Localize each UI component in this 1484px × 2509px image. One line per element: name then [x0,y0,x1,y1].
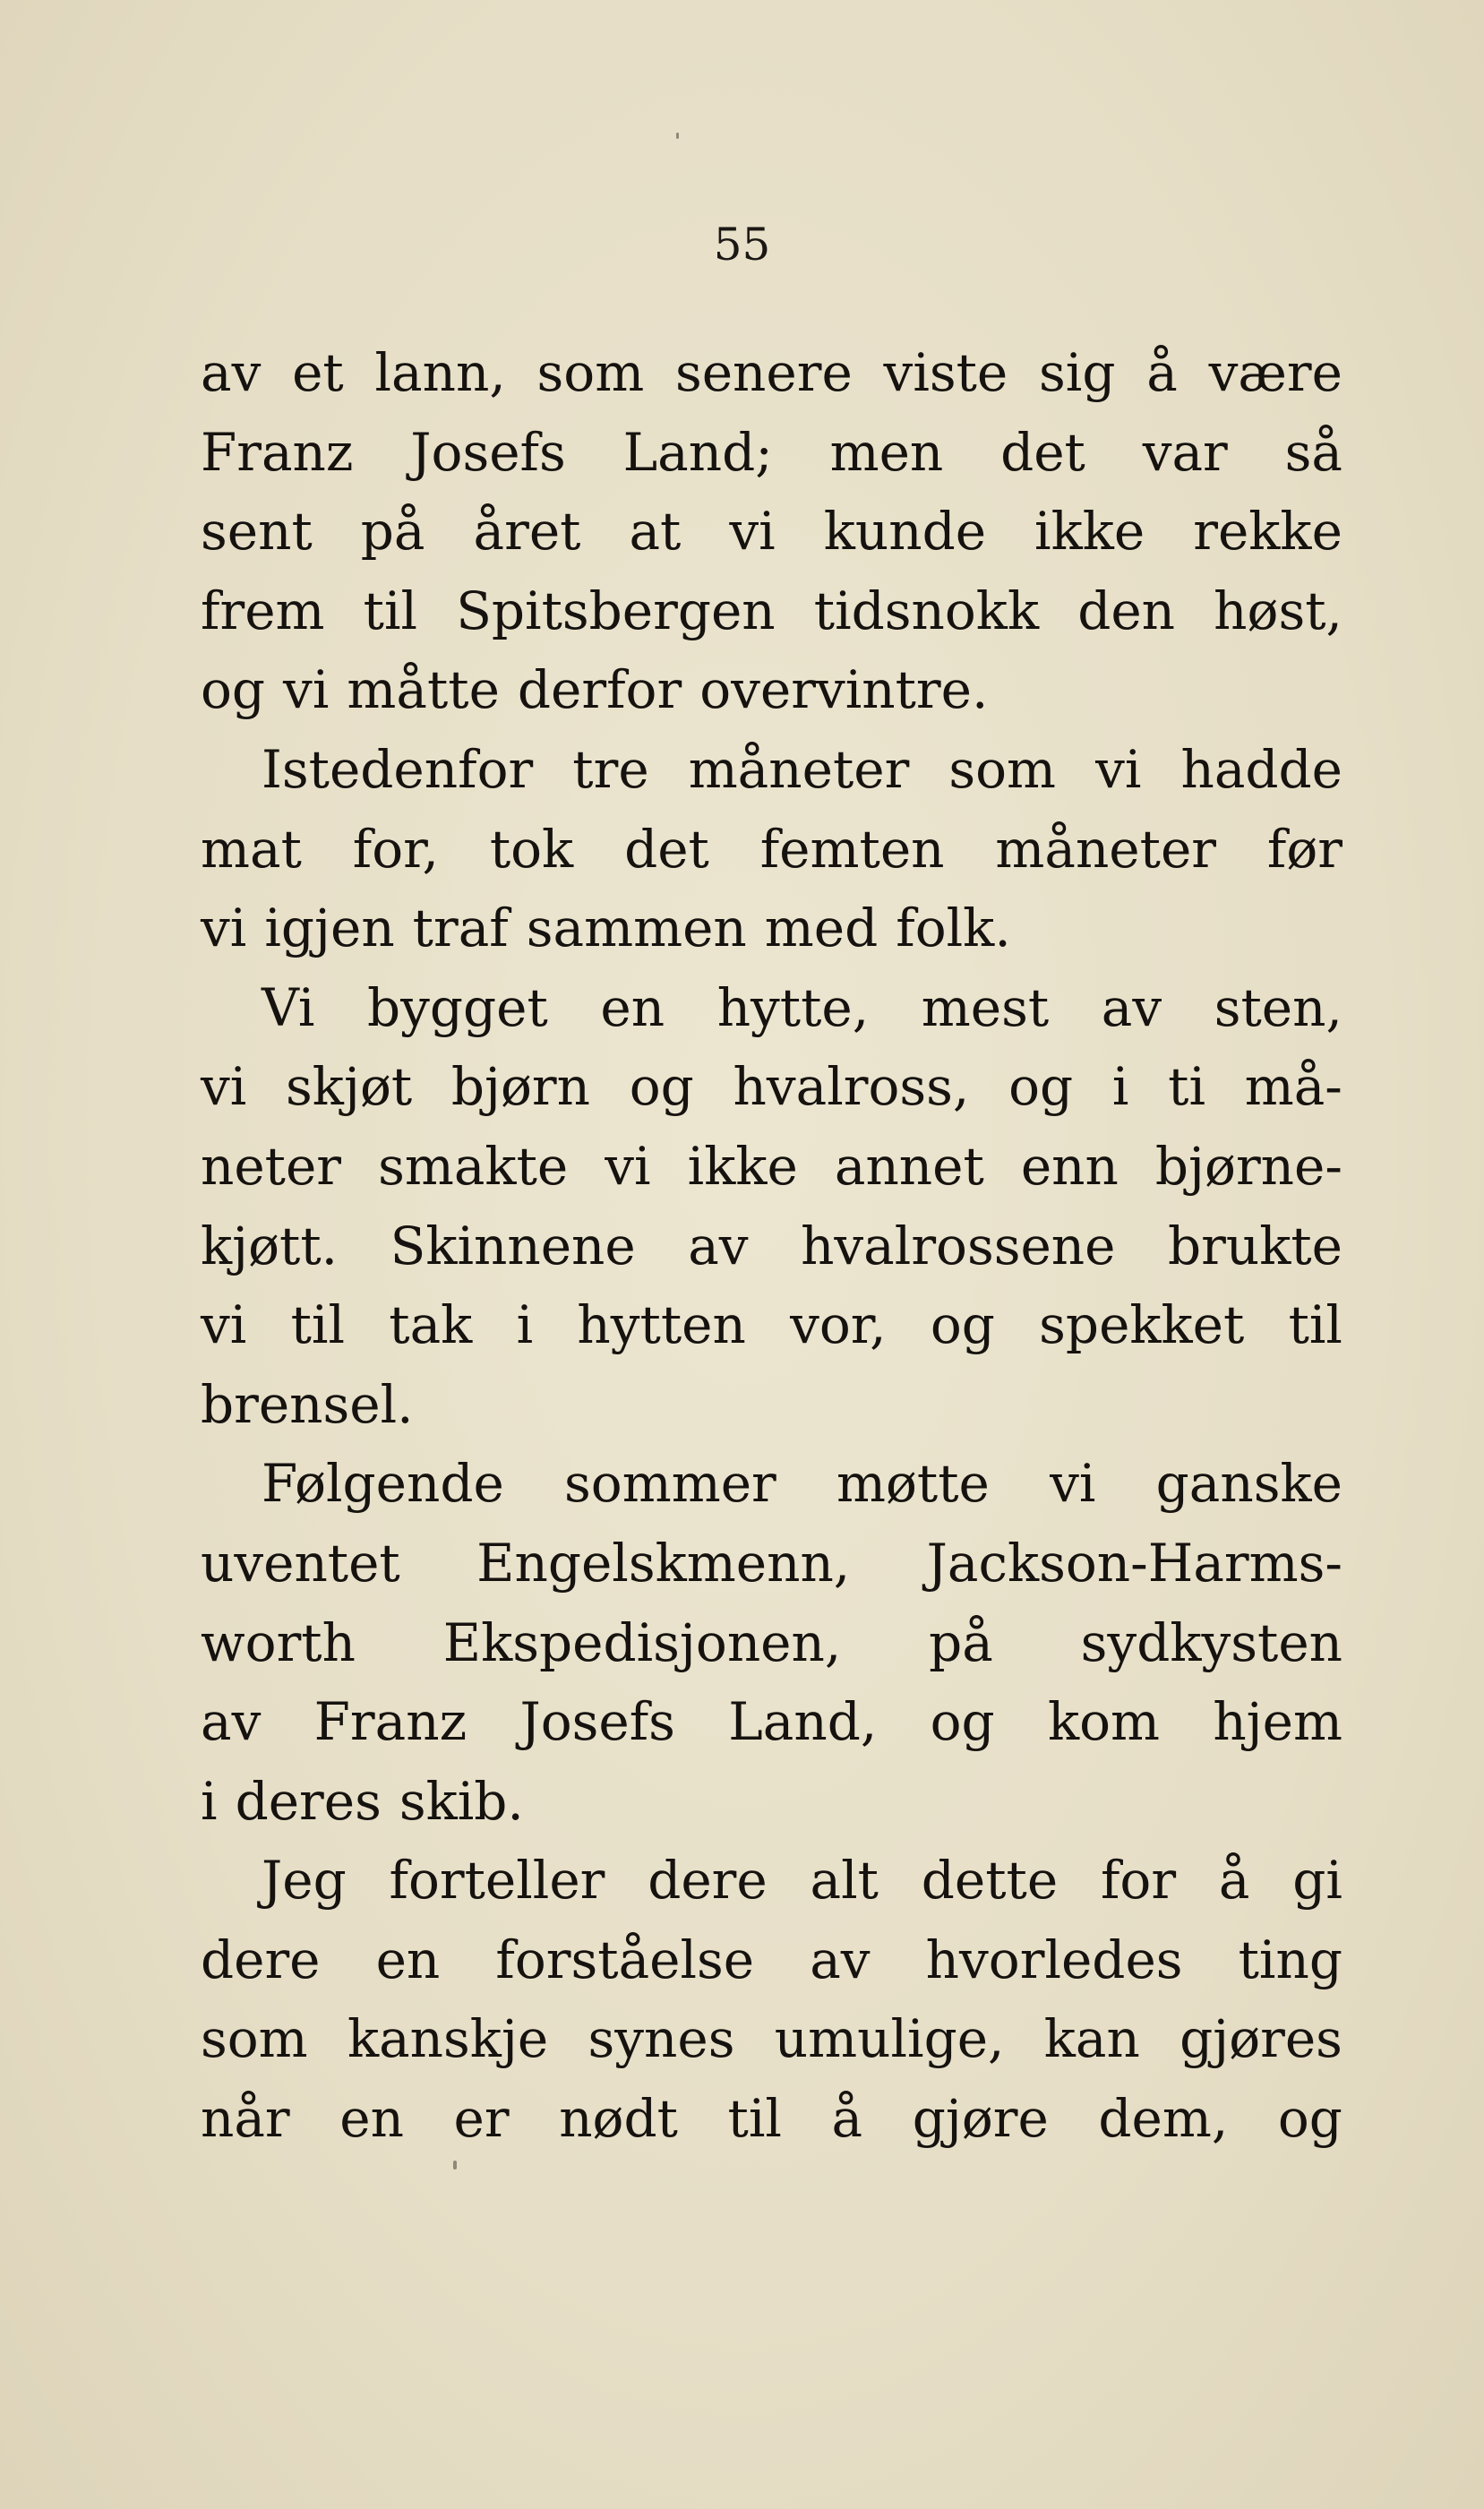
text-line [201,571,1342,651]
word: vi [605,1135,651,1197]
word: Josefs [519,1691,675,1753]
word: tak [389,1294,473,1356]
word: overvintre. [699,659,989,721]
word: bjørne- [1154,1135,1342,1197]
word: og [1277,2088,1342,2150]
word: er [453,2088,510,2150]
word: for, [352,818,439,880]
word: dere [648,1850,768,1912]
word: bjørn [450,1056,591,1118]
word: brensel. [201,1373,414,1435]
word: kunde [823,501,987,563]
word: i [1111,1056,1129,1118]
word: Jeg [262,1850,347,1912]
word: Engelskmenn, [476,1532,851,1594]
word: neter [201,1135,342,1197]
word: med [764,898,879,959]
word: gjøres [1179,2008,1342,2070]
word: hjem [1213,1691,1342,1753]
word: som [948,738,1057,800]
word: å [1146,342,1178,403]
word: må- [1244,1056,1342,1118]
word: i [201,1770,218,1832]
word: lann, [374,342,506,403]
text-line [201,492,1342,571]
word: hvalrossene [801,1215,1116,1276]
word: Istedenfor [262,738,534,800]
word: frem [201,580,325,641]
word: og [201,659,266,721]
word: en [339,2088,404,2150]
word: å [1218,1850,1250,1912]
word: møtte [836,1453,990,1515]
text-line [201,1762,1342,1842]
word: vi [1050,1453,1096,1515]
word: hytten [577,1294,746,1356]
text-line [201,650,1342,730]
body-text [201,333,1342,2159]
word: og [629,1056,694,1118]
word: uventet [201,1532,400,1594]
word: Vi [262,976,315,1038]
word: sig [1039,342,1116,403]
word: hvalross, [733,1056,970,1118]
word: viste [883,342,1008,403]
paper-speck [676,133,679,139]
word: vi [283,659,330,721]
word: et [292,342,344,403]
text-line [201,2079,1342,2159]
word: vi [201,898,247,959]
word: måtte [347,659,500,721]
text-line [201,1920,1342,2000]
word: så [1284,421,1342,483]
word: kjøtt. [201,1215,339,1276]
word: enn [1020,1135,1119,1197]
word: tidsnokk [813,580,1040,641]
word: igjen [264,898,395,959]
word: det [1000,421,1085,483]
word: folk. [896,898,1011,959]
text-line [201,1207,1342,1286]
text-line [201,1047,1342,1127]
word: som [201,2008,308,2070]
text-line [201,413,1342,493]
page-number: 55 [713,219,771,271]
word: senere [674,342,853,403]
word: derfor [517,659,682,721]
word: høst, [1214,580,1342,641]
word: rekke [1193,501,1342,563]
word: Franz [201,421,354,483]
text-line [201,1999,1342,2079]
word: kan [1043,2008,1140,2070]
word: hadde [1180,738,1342,800]
word: worth [201,1611,356,1673]
word: Land; [622,421,773,483]
word: men [829,421,944,483]
word: av [1101,976,1162,1038]
word: Jackson-Harms- [926,1532,1342,1594]
word: til [727,2088,782,2150]
word: det [624,818,709,880]
word: på [929,1611,993,1673]
word: og [1008,1056,1074,1118]
word: ti [1168,1056,1205,1118]
word: dem, [1098,2088,1229,2150]
word: sent [201,501,313,563]
word: hvorledes [925,1929,1183,1990]
word: Ekspedisjonen, [442,1611,842,1673]
word: forståelse [495,1929,755,1990]
text-line [201,1285,1342,1365]
word: Spitsbergen [456,580,776,641]
word: måneter [995,818,1216,880]
word: til [290,1294,346,1356]
word: kom [1047,1691,1161,1753]
word: før [1266,818,1342,880]
word: femten [759,818,945,880]
word: sammen [526,898,747,959]
word: på [360,501,425,563]
word: tok [489,818,574,880]
word: ganske [1155,1453,1342,1515]
word: annet [834,1135,984,1197]
word: for [1100,1850,1177,1912]
text-line [201,1365,1342,1445]
word: skib. [399,1770,524,1832]
word: mat [201,818,302,880]
word: ting [1238,1929,1342,1990]
word: synes [588,2008,735,2070]
text-line [201,1444,1342,1524]
word: mest [921,976,1050,1038]
word: en [600,976,665,1038]
word: av [688,1215,749,1276]
word: tre [572,738,649,800]
word: vi [201,1056,247,1118]
word: sommer [564,1453,776,1515]
word: være [1208,342,1342,403]
word: bygget [367,976,548,1038]
word: at [629,501,682,563]
word: vor, [790,1294,887,1356]
word: måneter [688,738,910,800]
text-line [201,1603,1342,1683]
text-line [201,968,1342,1048]
word: året [473,501,581,563]
word: dette [921,1850,1059,1912]
word: Land, [728,1691,878,1753]
text-line [201,730,1342,810]
word: sten, [1214,976,1342,1038]
word: en [375,1929,441,1990]
word: deres [235,1770,382,1832]
word: å [831,2088,863,2150]
word: forteller [389,1850,605,1912]
word: som [536,342,645,403]
word: hytte, [716,976,870,1038]
word: vi [1095,738,1142,800]
word: dere [201,1929,321,1990]
word: den [1077,580,1176,641]
text-line [201,1127,1342,1207]
text-line [201,333,1342,413]
word: Franz [313,1691,468,1753]
paper-speck [453,2161,457,2170]
word: Følgende [262,1453,504,1515]
text-line [201,1682,1342,1762]
word: smakte [378,1135,569,1197]
word: umulige, [774,2008,1005,2070]
word: brukte [1167,1215,1342,1276]
word: Josefs [410,421,566,483]
word: Skinnene [390,1215,636,1276]
word: av [201,1691,262,1753]
word: gjøre [912,2088,1049,2150]
text-line [201,889,1342,968]
word: i [516,1294,534,1356]
word: ikke [687,1135,798,1197]
word: gi [1292,1850,1342,1912]
word: av [810,1929,871,1990]
word: vi [729,501,776,563]
word: var [1142,421,1228,483]
text-line [201,810,1342,889]
word: av [201,342,262,403]
word: alt [810,1850,879,1912]
word: til [1288,1294,1342,1356]
word: vi [201,1294,247,1356]
word: spekket [1039,1294,1245,1356]
word: sydkysten [1080,1611,1342,1673]
text-line [201,1524,1342,1603]
word: skjøt [286,1056,413,1118]
word: nødt [559,2088,678,2150]
word: når [201,2088,290,2150]
word: kanskje [347,2008,549,2070]
word: ikke [1034,501,1145,563]
word: til [363,580,418,641]
word: og [930,1691,995,1753]
text-line [201,1841,1342,1920]
word: og [930,1294,995,1356]
word: traf [412,898,509,959]
